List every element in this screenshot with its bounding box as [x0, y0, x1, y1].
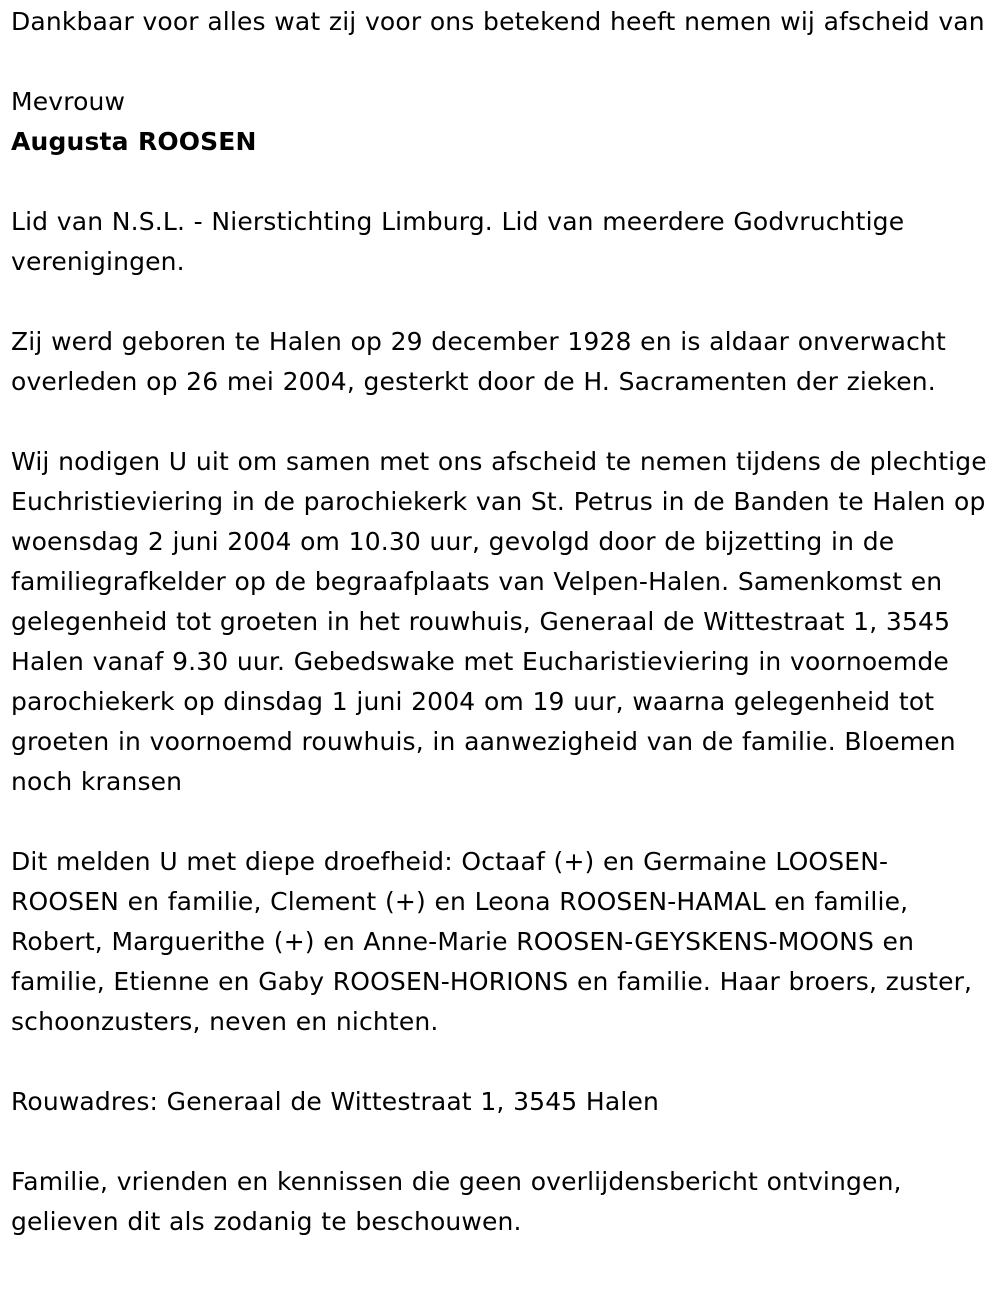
spacer: [11, 802, 992, 842]
birth-death-paragraph: Zij werd geboren te Halen op 29 december 1928 en is aldaar onverwacht overleden op 26 mei 2004, gesterkt door de H. Sacramenten der zieken.: [11, 327, 946, 396]
ceremony-paragraph: Wij nodigen U uit om samen met ons afscheid te nemen tijdens de plechtige Euchristieviering in de parochiekerk van St. Petrus in de Banden te Halen op woensdag 2 juni 2004 om 10.30 uur, gevolgd door de bijzetting in de familiegrafkelder op de begraafplaats van Velpen-Halen. Samenkomst en gelegenheid tot groeten in het rouwhuis, Generaal de Wittestraat 1, 3545 Halen vanaf 9.30 uur. Gebedswake met Eucharistieviering in voornoemde parochiekerk op dinsdag 1 juni 2004 om 19 uur, waarna gelegenheid tot groeten in voornoemd rouwhuis, in aanwezigheid van de familie. Bloemen noch kransen: [11, 447, 987, 796]
spacer: [11, 1122, 992, 1162]
spacer: [11, 162, 992, 202]
title-label: Mevrouw: [11, 87, 126, 116]
intro-paragraph: Dankbaar voor alles wat zij voor ons betekend heeft nemen wij afscheid van: [11, 7, 985, 36]
spacer: [11, 1042, 992, 1082]
announcement-paragraph: Dit melden U met diepe droefheid: Octaaf (+) en Germaine LOOSEN-ROOSEN en familie, Clement (+) en Leona ROOSEN-HAMAL en familie, Robert, Marguerithe (+) en Anne-Marie ROOSEN-GEYSKENS-MOONS en familie, Etienne en Gaby ROOSEN-HORIONS en familie. Haar broers, zuster, schoonzusters, neven en nichten.: [11, 847, 973, 1036]
spacer: [11, 42, 992, 82]
membership-paragraph: Lid van N.S.L. - Nierstichting Limburg. Lid van meerdere Godvruchtige verenigingen.: [11, 207, 905, 276]
deceased-name: Augusta ROOSEN: [11, 127, 257, 156]
spacer: [11, 282, 992, 322]
mourning-address: Rouwadres: Generaal de Wittestraat 1, 3545 Halen: [11, 1087, 659, 1116]
spacer: [11, 402, 992, 442]
closing-paragraph: Familie, vrienden en kennissen die geen overlijdensbericht ontvingen, gelieven dit als zodanig te beschouwen.: [11, 1167, 902, 1236]
